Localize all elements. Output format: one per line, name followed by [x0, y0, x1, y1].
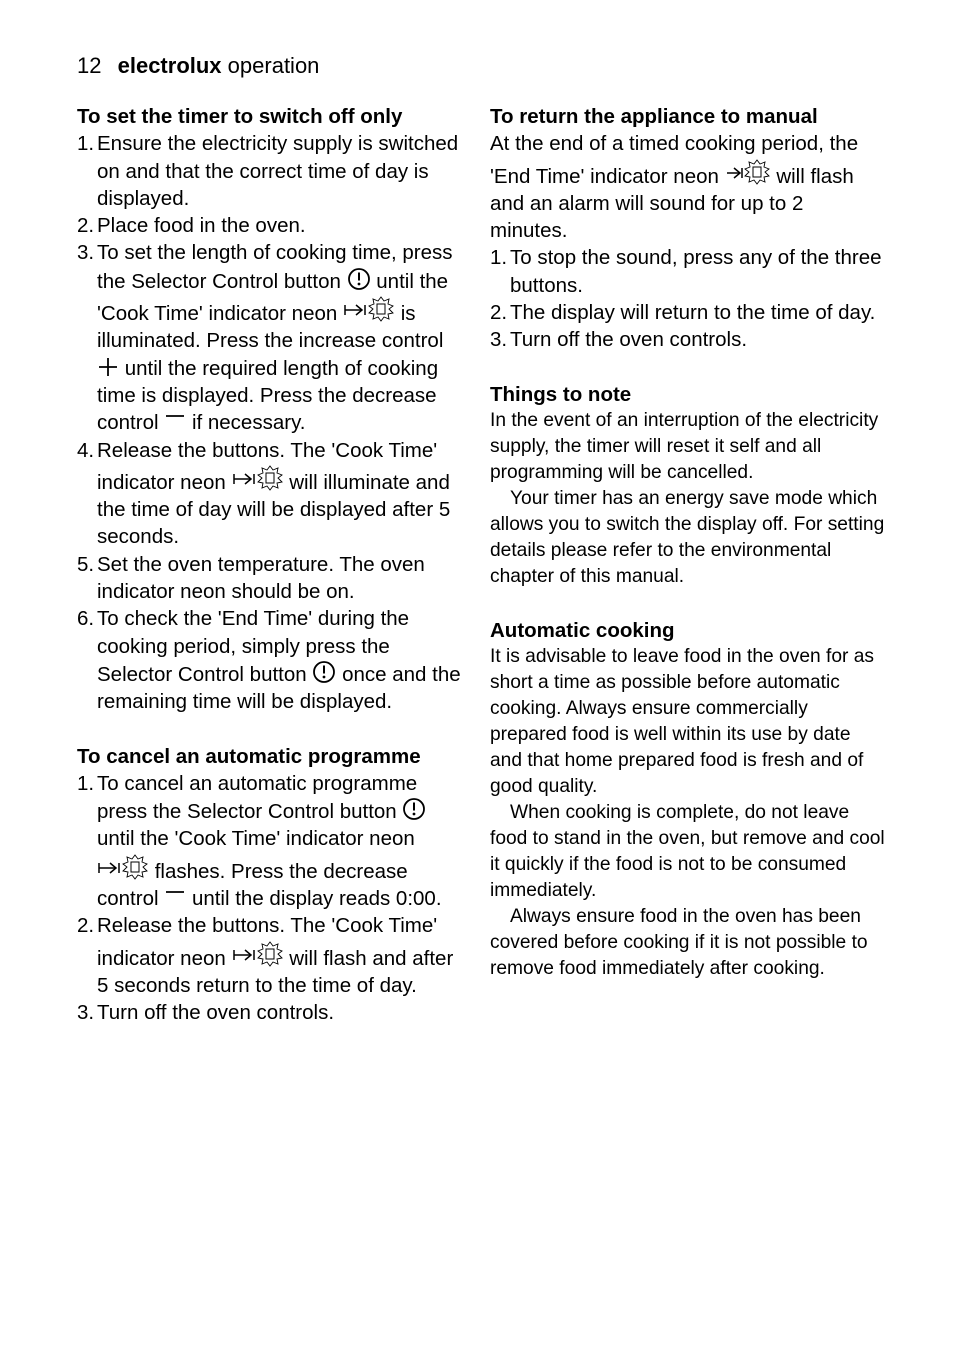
list-item: 1. To cancel an automatic programme press the Selector Control button until the 'Cook Time' indicator neon flashes. Press the decrease control until the display reads 0:00.: [77, 771, 442, 911]
end-time-neon-icon: [725, 158, 771, 186]
auto-title: Automatic cooking: [490, 618, 675, 642]
manual-intro: At the end of a timed cooking period, the 'End Time' indicator neon will flash and an alarm will sound for up to 2 minutes.: [490, 132, 859, 243]
minus-icon: [164, 886, 186, 908]
list-item: 5. Set the oven temperature. The oven indicator neon should be on.: [77, 552, 425, 604]
note-paragraph: In the event of an interruption of the electricity supply, the timer will reset it self and all programming will be cancelled.: [490, 409, 879, 483]
note-paragraph: Your timer has an energy save mode which allows you to switch the display off. For setting details please refer to the environmental chapter of this manual.: [490, 487, 885, 587]
note-title: Things to note: [490, 382, 632, 406]
list-item: 1. To stop the sound, press any of the three buttons.: [490, 246, 882, 297]
section-name: operation: [227, 53, 320, 78]
cook-time-neon-icon: [232, 940, 284, 968]
auto-paragraph: When cooking is complete, do not leave food to stand in the oven, but remove and cool it quickly if the food is not to be consumed immediately.: [490, 802, 885, 902]
manual-steps: [490, 244, 885, 353]
right-column: [490, 103, 885, 982]
list-item: 1. Ensure the electricity supply is switched on and that the correct time of day is displayed.: [77, 132, 459, 210]
auto-paragraph: It is advisable to leave food in the oven for as short a time as possible before automatic cooking. Always ensure commercially prepared food is well within its use by date and that home prepared food is fresh and of good quality.: [490, 646, 874, 798]
timer-off-title: To set the timer to switch off only: [77, 105, 403, 128]
page-number: 12: [77, 53, 102, 78]
plus-icon: [97, 356, 119, 378]
cancel-steps: [77, 770, 469, 1027]
list-item: 2. Place food in the oven.: [77, 214, 306, 238]
list-item: 2. Release the buttons. The 'Cook Time' indicator neon will flash and after 5 seconds return to the time of day.: [77, 914, 454, 997]
left-column: [77, 103, 469, 1027]
cook-time-neon-icon: [232, 464, 284, 492]
list-item: 2. The display will return to the time of day.: [490, 301, 876, 325]
selector-control-icon: [312, 660, 336, 684]
cook-time-neon-icon: [97, 853, 149, 881]
minus-icon: [164, 410, 186, 432]
list-item: 3. Turn off the oven controls.: [490, 328, 748, 352]
list-item: 4. Release the buttons. The 'Cook Time' indicator neon will illuminate and the time of day will be displayed after 5 seconds.: [77, 438, 451, 549]
selector-control-icon: [402, 797, 426, 821]
auto-paragraph: Always ensure food in the oven has been covered before cooking if it is not possible to remove food immediately after cooking.: [490, 906, 868, 980]
list-item: 6. To check the 'End Time' during the cooking period, simply press the Selector Control button once and the remaining time will be displayed.: [77, 607, 461, 714]
manual-title: To return the appliance to manual: [490, 105, 818, 128]
list-item: 3. To set the length of cooking time, press the Selector Control button until the 'Cook Time' indicator neon is illuminated. Press the increase control until the required length of cooking time is displayed. Press the decrease control if necessary.: [77, 241, 453, 435]
list-item: 3. Turn off the oven controls.: [77, 1001, 335, 1025]
timer-off-steps: [77, 130, 469, 715]
page-header: [77, 52, 319, 80]
cook-time-neon-icon: [343, 295, 395, 323]
brand-name: electrolux: [117, 53, 222, 78]
cancel-title: To cancel an automatic programme: [77, 744, 421, 768]
selector-control-icon: [347, 267, 371, 291]
